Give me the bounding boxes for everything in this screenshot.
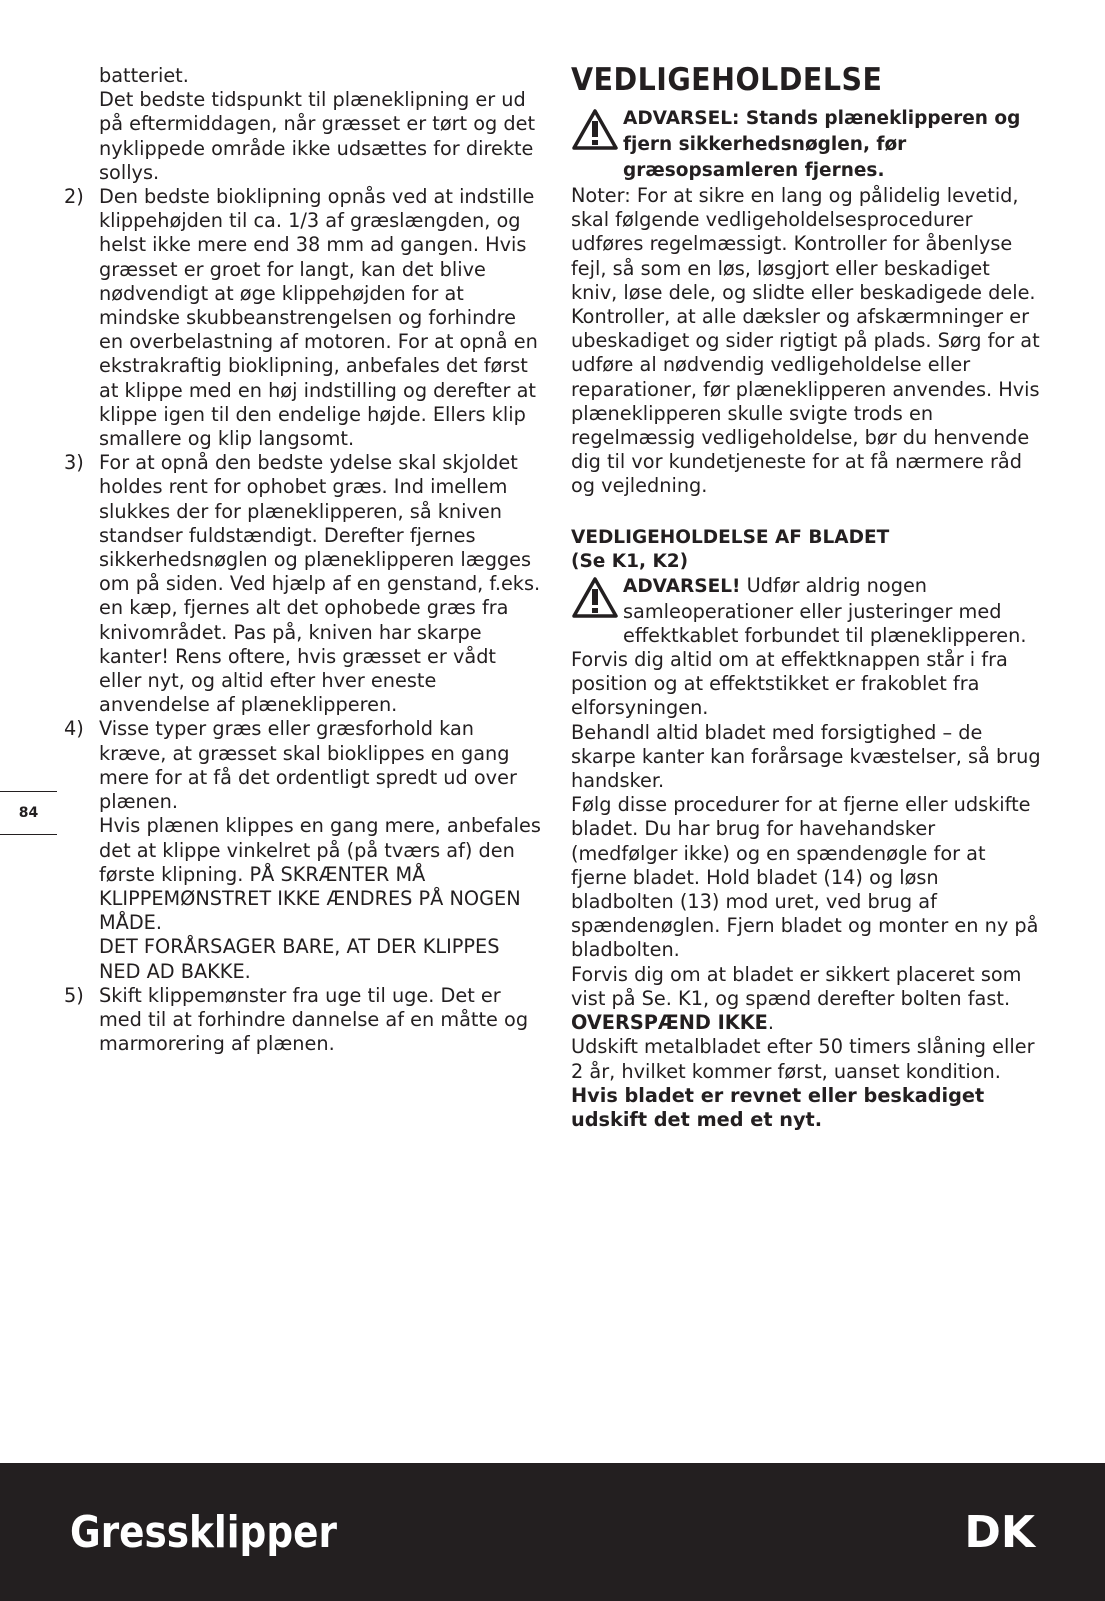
warning-triangle-icon bbox=[571, 108, 619, 152]
footer-bar bbox=[0, 1463, 1105, 1601]
warning-text: Udfør aldrig nogen samleoperationer eller justeringer med effektkablet forbundet til plæneklipperen. bbox=[623, 573, 1027, 647]
warning-block bbox=[571, 106, 1041, 184]
left-column bbox=[64, 64, 544, 1056]
list-item bbox=[64, 984, 544, 1057]
list-text: Visse typer græs eller græsforhold kan kræve, at græsset skal bioklippes en gang mere for at få det ordentligt spredt ud over plænen. Hvis plænen klippes en gang mere, anbefales det at klippe vinkelret på (på tværs af) den første klipning. PÅ SKRÆNTER MÅ KLIPPEMØNSTRET IKKE ÆNDRES PÅ NOGEN MÅDE. DET FORÅRSAGER BARE, AT DER KLIPPES NED AD BAKKE. bbox=[99, 717, 541, 983]
paragraph: Forvis dig altid om at effektknappen står i fra position og at effektstikket er frakoblet fra elforsyningen. bbox=[571, 648, 1008, 720]
warning-label: ADVARSEL! bbox=[623, 575, 741, 597]
list-text: For at opnå den bedste ydelse skal skjoldet holdes rent for ophobet græs. Ind imellem slukkes der for plæneklipperen, så kniven standser fuldstændigt. Derefter fjernes sikkerhedsnøglen og plæneklipperen lægges om på siden. Ved hjælp af en genstand, f.eks. en kæp, fjernes alt det ophobede græs fra knivområdet. Pas på, kniven har skarpe kanter! Rens oftere, hvis græsset er vådt eller nyt, og altid efter hver eneste anvendelse af plæneklipperen. bbox=[99, 451, 541, 717]
paragraph: Udskift metalbladet efter 50 timers slåning eller 2 år, hvilket kommer først, uanset kondition. bbox=[571, 1035, 1035, 1083]
paragraph: Følg disse procedurer for at fjerne eller udskifte bladet. Du har brug for havehandsker (medfølger ikke) og en spændenøgle for at fjerne bladet. Hold bladet (14) og løsn bladbolten (13) mod uret, ved brug af spændenøglen. Fjern bladet og monter en ny på bladbolten. bbox=[571, 793, 1039, 962]
right-column bbox=[571, 62, 1041, 1132]
list-text: Skift klippemønster fra uge til uge. Det er med til at forhindre dannelse af en måtte og marmorering af plænen. bbox=[99, 983, 529, 1056]
footer-title: Gressklipper bbox=[70, 1507, 337, 1558]
final-warning: Hvis bladet er revnet eller beskadiget udskift det med et nyt. bbox=[571, 1083, 985, 1131]
warning-block bbox=[571, 574, 1041, 648]
list-number: 4) bbox=[64, 717, 84, 741]
paragraph: Behandl altid bladet med forsigtighed – de skarpe kanter kan forårsage kvæstelser, så brug handsker. bbox=[571, 720, 1041, 793]
list-number: 3) bbox=[64, 451, 84, 475]
list-number: 5) bbox=[64, 983, 84, 1007]
notes-paragraph: Noter: For at sikre en lang og pålidelig levetid, skal følgende vedligeholdelsesprocedurer udføres regelmæssigt. Kontroller for åbenlyse fejl, så som en løs, løsgjort eller beskadiget kniv, løse dele, og slidte eller beskadigede dele. Kontroller, at alle dæksler og afskærmninger er ubeskadiget og sider rigtigt på plads. Sørg for at udføre al nødvendig vedligeholdelse eller reparationer, før plæneklipperen anvendes. Hvis plæneklipperen skulle svigte trods en regelmæssig vedligeholdelse, bør du henvende dig til vor kundetjeneste for at få nærmere råd og vejledning. bbox=[571, 184, 1040, 498]
section-heading: VEDLIGEHOLDELSE bbox=[571, 62, 883, 98]
paragraph-text: Forvis dig om at bladet er sikkert placeret som vist på Se. K1, og spænd derefter bolten fast. bbox=[571, 962, 1022, 1010]
page-number: 84 bbox=[0, 791, 57, 835]
list-item bbox=[64, 717, 544, 983]
list-item bbox=[64, 185, 544, 451]
warning-text: ADVARSEL: Stands plæneklipperen og fjern sikkerhedsnøglen, før græsopsamleren fjernes. bbox=[623, 108, 1021, 181]
subsection-heading: VEDLIGEHOLDELSE AF BLADET (Se K1, K2) bbox=[571, 526, 890, 572]
paragraph bbox=[571, 963, 1041, 1036]
list-item bbox=[64, 451, 544, 717]
footer-language-code: DK bbox=[964, 1507, 1035, 1558]
warning-triangle-icon bbox=[571, 576, 619, 620]
paragraph-end: . bbox=[767, 1011, 774, 1035]
list-number: 2) bbox=[64, 185, 84, 209]
emphasis-text: OVERSPÆND IKKE bbox=[571, 1011, 768, 1035]
intro-paragraph: batteriet. Det bedste tidspunkt til plæneklipning er ud på eftermiddagen, når græsset er tørt og det nyklippede område ikke udsættes for direkte sollys. bbox=[99, 64, 536, 184]
list-text: Den bedste bioklipning opnås ved at indstille klippehøjden til ca. 1/3 af græslængden, og helst ikke mere end 38 mm ad gangen. Hvis græsset er groet for langt, kan det blive nødvendigt at øge klippehøjden for at mindske skubbeanstrengelsen og forhindre en overbelastning af motoren. For at opnå en ekstrakraftig bioklipning, anbefales det først at klippe med en høj indstilling og derefter at klippe igen til den endelige højde. Ellers klip smallere og klip langsomt. bbox=[99, 185, 538, 451]
